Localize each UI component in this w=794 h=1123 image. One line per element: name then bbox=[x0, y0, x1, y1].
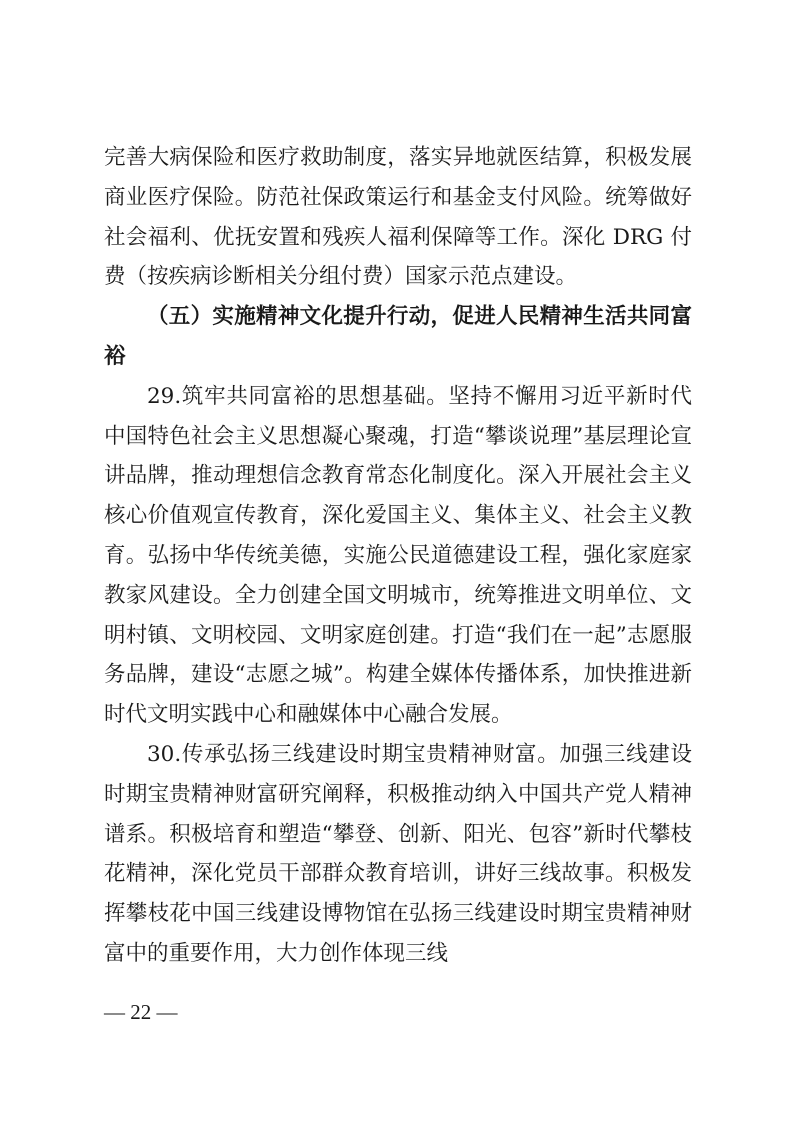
section-heading: （五）实施精神文化提升行动，促进人民精神生活共同富裕 bbox=[104, 304, 692, 369]
document-body bbox=[104, 138, 692, 974]
paragraph-item-29: 29.筑牢共同富裕的思想基础。坚持不懈用习近平新时代中国特色社会主义思想凝心聚魂，打造“攀谈说理”基层理论宣讲品牌，推动理想信念教育常态化制度化。深入开展社会主义核心价值观宣传教育，深化爱国主义、集体主义、社会主义教育。弘扬中华传统美德，实施公民道德建设工程，强化家庭家教家风建设。全力创建全国文明城市，统筹推进文明单位、文明村镇、文明校园、文明家庭创建。打造“我们在一起”志愿服务品牌，建设“志愿之城”。构建全媒体传播体系，加快推进新时代文明实践中心和融媒体中心融合发展。 bbox=[104, 383, 692, 728]
paragraph-item-30: 30.传承弘扬三线建设时期宝贵精神财富。加强三线建设时期宝贵精神财富研究阐释，积极推动纳入中国共产党人精神谱系。积极培育和塑造“攀登、创新、阳光、包容”新时代攀枝花精神，深化党员干部群众教育培训，讲好三线故事。积极发挥攀枝花中国三线建设博物馆在弘扬三线建设时期宝贵精神财富中的重要作用，大力创作体现三线 bbox=[104, 741, 692, 966]
paragraph-medical-insurance: 完善大病保险和医疗救助制度，落实异地就医结算，积极发展商业医疗保险。防范社保政策运行和基金支付风险。统筹做好社会福利、优抚安置和残疾人福利保障等工作。深化 DRG 付费（按疾病诊断相关分组付费）国家示范点建设。 bbox=[104, 145, 692, 290]
page-number: — 22 — bbox=[104, 1000, 178, 1024]
